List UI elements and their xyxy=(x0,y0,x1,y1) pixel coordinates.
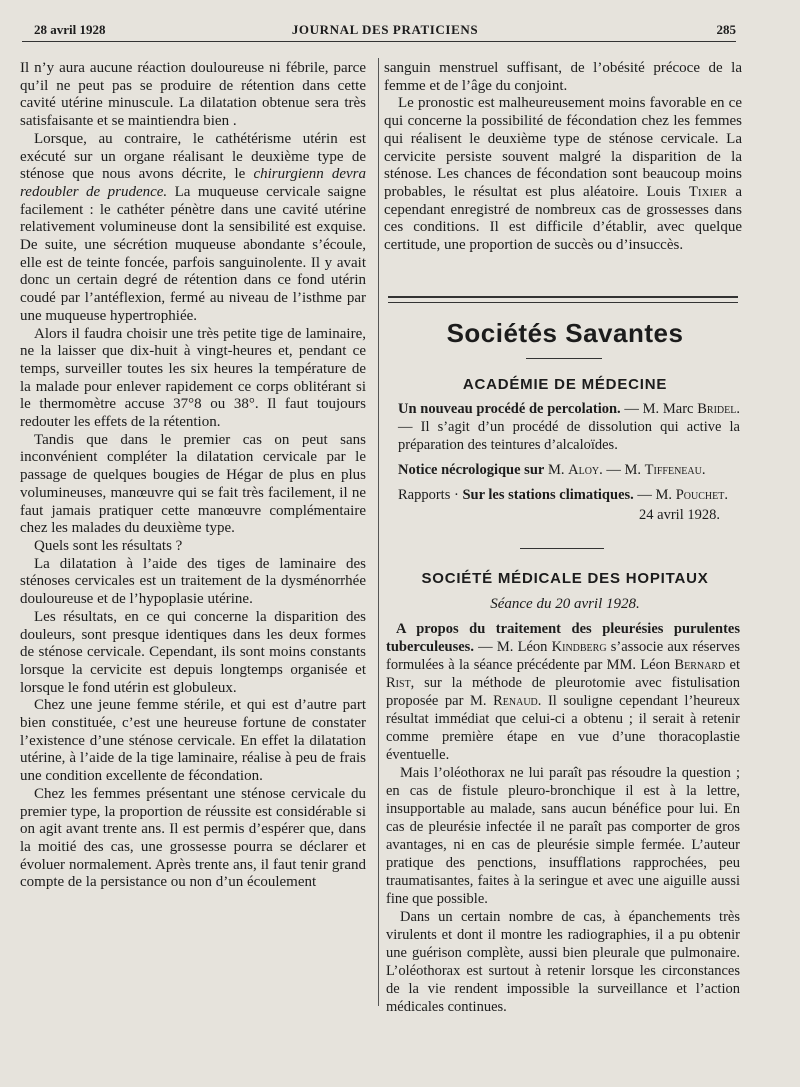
left-column xyxy=(20,60,366,892)
smh-body xyxy=(386,620,740,1016)
section-double-rule xyxy=(388,296,738,303)
header-rule xyxy=(22,41,736,42)
paragraph: Les résultats, en ce qui concerne la disparition des douleurs, sont presque identiques dans les deux formes de sténose cervicale. Cependant, ils sont moins constants lorsque la cervicite est depuis longtemps organisée et lorsque le fond utérin est globuleux. xyxy=(20,608,366,696)
right-column xyxy=(384,60,742,255)
academie-entry: Rapports · Sur les stations climatiques. — M. Pouchet. xyxy=(398,487,728,503)
title-rule xyxy=(526,358,602,359)
paragraph: Quels sont les résultats ? xyxy=(34,537,183,554)
smh-title: SOCIÉTÉ MÉDICALE DES HOPITAUX xyxy=(421,570,709,587)
paragraph: Dans un certain nombre de cas, à épanchements très virulents et dont il montre les radiographies, il a pu obtenir une guérison complète, aussi bien pleurale que pulmonaire. L’oléothorax est surtout à retenir lorsque les circonstances de la vie rendent impossible la surveillance et l’action médicales continues. xyxy=(386,909,740,1015)
page-number: 285 xyxy=(716,22,736,37)
running-header xyxy=(34,20,736,42)
journal-title: JOURNAL DES PRATICIENS xyxy=(291,22,479,37)
seance-date: Séance du 20 avril 1928. xyxy=(490,596,640,612)
paragraph: Mais l’oléothorax ne lui paraît pas résoudre la question ; en cas de fistule pleuro-bronchique il est à la lettre, insupportable au malade, sans aucun bénéfice pour lui. En cas de pleurésie infectée il ne paraît pas comporter de gros avantages, ni en cas de pleurésie simple fermée. L’auteur pratique des penctions, insufflations rapprochées, peu traumatisantes, faites à la seringue et avec une aiguille aussi fine que possible. xyxy=(386,765,740,907)
paragraph: A propos du traitement des pleurésies purulentes tuberculeuses. — M. Léon Kindberg s’associe aux réserves formulées à la séance précédente par MM. Léon Bernard et Rist, sur la méthode de pleurotomie avec fistulisation proposée par M. Renaud. Il souligne cependant l’heureux résultat immédiat que celui-ci a obtenu ; il serait à retenir comme première étape en vue d’une thoracoplastie éventuelle. xyxy=(386,621,740,763)
academie-entries xyxy=(398,400,740,524)
paragraph: Alors il faudra choisir une très petite tige de laminaire, ne la laisser que dix-huit à vingt-heures et, pendant ce temps, surveiller toutes les six heures la température de la malade pour enlever rapidement ce corps oblitérant si le thermomètre accuse 37°8 ou 38°. Il faut toujours redouter les effets de la rétention. xyxy=(20,325,366,431)
academie-title: ACADÉMIE DE MÉDECINE xyxy=(462,376,668,393)
paragraph: La dilatation à l’aide des tiges de laminaire des sténoses cervicales est un traitement de la dysménorrhée douloureuse et de l’hypoplasie utérine. xyxy=(20,555,366,608)
column-divider xyxy=(378,58,379,1006)
paragraph: Il n’y aura aucune réaction douloureuse ni fébrile, parce qu’il ne peut pas se produire de rétention dans cette cavité utérine minuscule. La dilatation obtenue sera très satisfaisante et se maintiendra bien . xyxy=(20,60,366,130)
paragraph: Le pronostic est malheureusement moins favorable en ce qui concerne la possibilité de fécondation chez les femmes qui réalisent le deuxième type de sténose cervicale. La cervicite persiste souvent malgré la disparition de la sténose. Les chances de fécondation sont beaucoup moins probables, le résultat est plus aléatoire. Louis Tixier a cependant enregistré de nombreux cas de grossesses dans ces conditions. Il est difficile d’établir, avec quelque certitude, une proportion de succès ou d’insuccès. xyxy=(384,95,742,254)
section-rule xyxy=(520,548,604,549)
paragraph: Lorsque, au contraire, le cathétérisme utérin est exécuté sur un organe réalisant le deuxième type de sténose que nous avons décrite, le chirurgienn devra redoubler de prudence. La muqueuse cervicale saigne facilement : le cathéter pénètre dans une cavité utérine relativement volumineuse dont la sensibilité est exquise. De suite, une sécrétion muqueuse abondante s’écoule, elle est de teinte foncée, parfois sanguinolente. Il y avait donc un certain degré de rétention dans ce fond utérin coudé par l’antéflexion, fermé au niveau de l’isthme par une muqueuse hypertrophiée. xyxy=(20,130,367,324)
paragraph: Chez les femmes présentant une sténose cervicale du premier type, la proportion de réussite est considérable si on agit avant trente ans. Il est permis d’espérer que, dans la moitié des cas, une grossesse pourra se déclarer et évoluer normalement. Après trente ans, il faut tenir grand compte de la persistance ou non d’un écoulement xyxy=(20,785,366,891)
academie-date: 24 avril 1928. xyxy=(639,507,720,523)
paragraph: sanguin menstruel suffisant, de l’obésité précoce de la femme et de l’âge du conjoint. xyxy=(384,60,742,94)
academie-entry: Un nouveau procédé de percolation. — M. Marc Bridel. — Il s’agit d’un procédé de dissolution qui active la préparation des teintures d’alcaloïdes. xyxy=(398,401,740,453)
academie-entry: Notice nécrologique sur M. Aloy. — M. Tiffeneau. xyxy=(398,462,706,478)
header-date: 28 avril 1928 xyxy=(34,22,106,37)
paragraph: Tandis que dans le premier cas on peut sans inconvénient compléter la dilatation cervicale par le passage de quelques bougies de Hégar de plus en plus volumineuses, manœuvre qui se fait très facilement, il ne faut jamais pratiquer cette manœuvre complémentaire chez les malades du deuxième type. xyxy=(20,431,366,537)
paragraph: Chez une jeune femme stérile, et qui est d’autre part bien constituée, c’est une heureuse fortune de constater l’existence d’une sténose cervicale. En effet la dilatation utérine, à l’aide de la tige laminaire, réalise à peu de frais une condition excellente de fécondation. xyxy=(20,697,366,785)
section-title: Sociétés Savantes xyxy=(446,318,684,348)
